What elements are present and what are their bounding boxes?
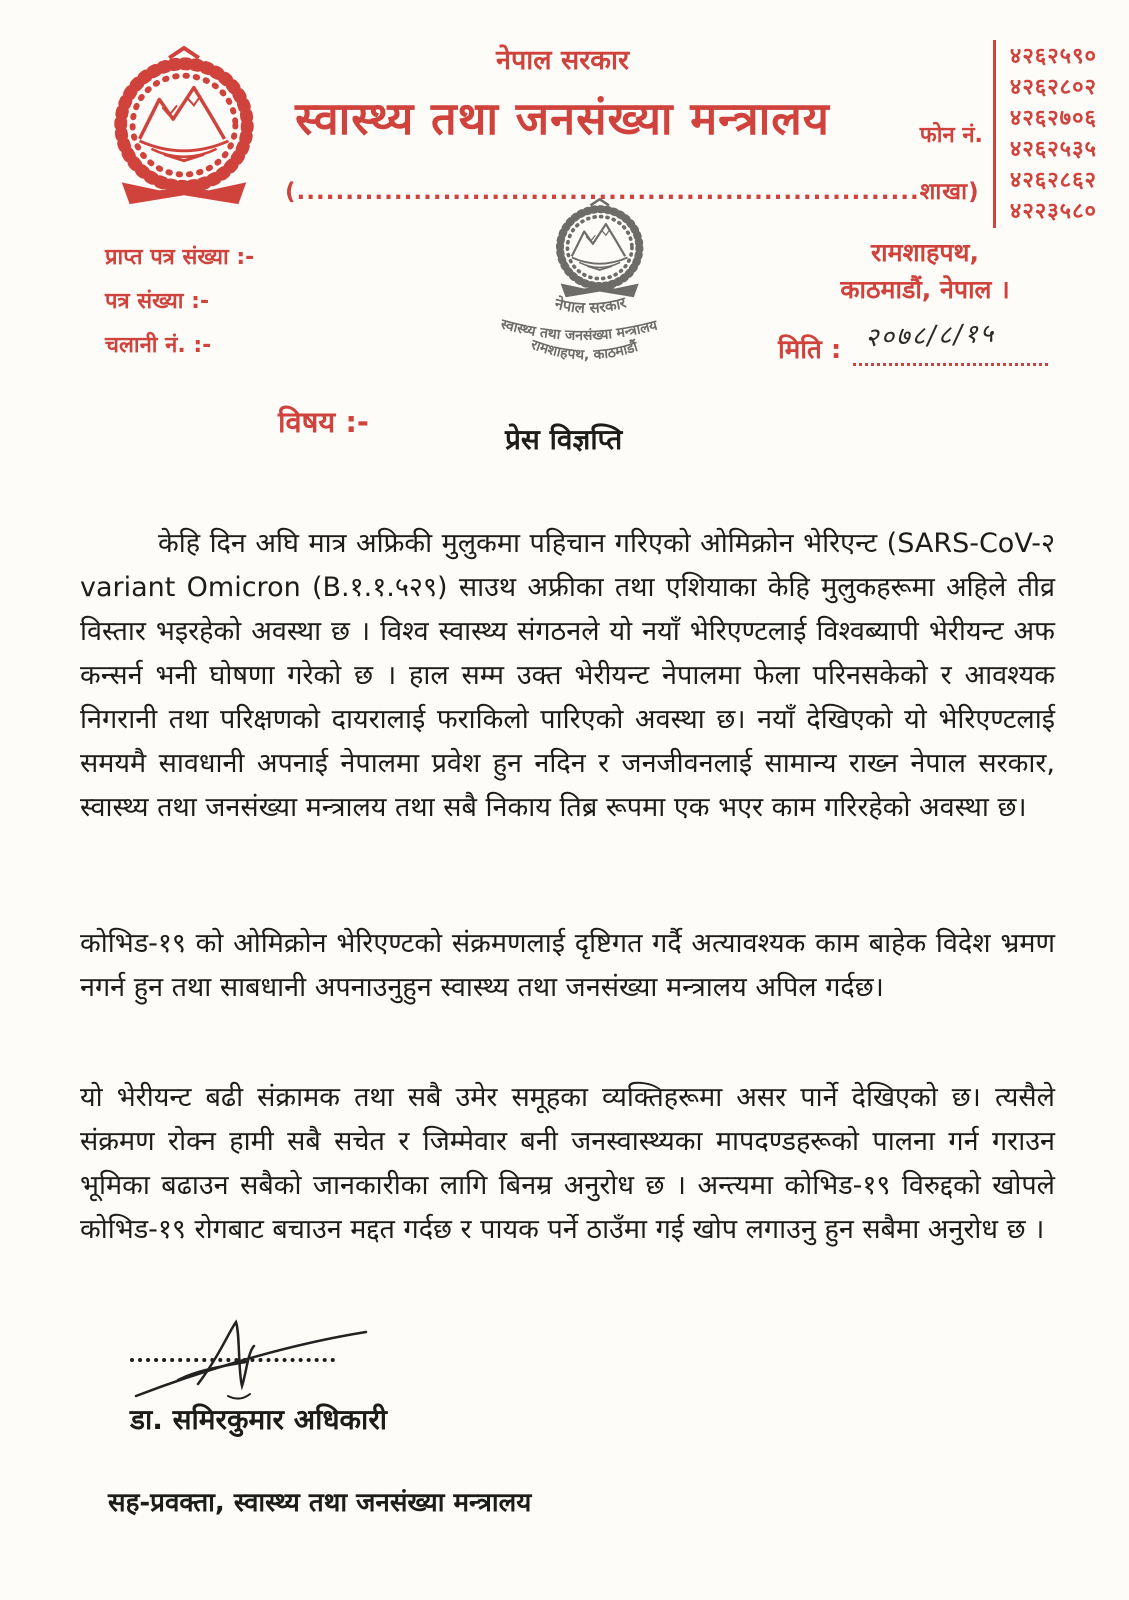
- branch-line: (................................................................शाखा): [285, 179, 980, 205]
- date-value-handwritten: २०७८/८/१५: [864, 318, 996, 354]
- ministry-title: स्वास्थ्य तथा जनसंख्या मन्त्रालय: [295, 92, 830, 145]
- body-paragraph-3: यो भेरीयन्ट बढी संक्रामक तथा सबै उमेर समूहका व्यक्तिहरूमा असर पार्ने देखिएको छ। त्यसैले संक्रमण रोक्न हामी सबै सचेत र जिम्मेवार बनी जनस्वास्थ्यका मापदण्डहरूको पालना गर्न गराउन भूमिका बढाउन सबैको जानकारीका लागि बिनम्र अनुरोध छ । अन्त्यमा कोभिड-१९ विरुद्दको खोपले कोभिड-१९ रोगबाट बचाउन मद्दत गर्दछ र पायक पर्ने ठाउँमा गई खोप लगाउनु हुन सबैमा अनुरोध छ ।: [80, 1082, 1055, 1245]
- received-letter-no-label: प्राप्त पत्र संख्या :-: [105, 245, 255, 270]
- phone-number: ४२२३५८०: [1009, 199, 1097, 224]
- phone-number: ४२६२५९०: [1009, 44, 1097, 69]
- body-paragraph-1: केहि दिन अघि मात्र अफ्रिकी मुलुकमा पहिचान गरिएको ओमिक्रोन भेरिएन्ट (SARS-CoV-२ variant Omicron (B.१.१.५२९) साउथ अफ्रीका तथा एशियाका केहि मुलुकहरूमा अहिले तीव्र विस्तार भइरहेको अवस्था छ । विश्व स्वास्थ्य संगठनले यो नयाँ भेरिएण्टलाई विश्वब्यापी भेरीयन्ट अफ कन्सर्न भनी घोषणा गरेको छ । हाल सम्म उक्त भेरीयन्ट नेपालमा फेला परिनसकेको र आवश्यक निगरानी तथा परिक्षणको दायरालाई फराकिलो पारिएको अवस्था छ। नयाँ देखिएको यो भेरिएण्टलाई समयमै सावधानी अपनाई नेपालमा प्रवेश हुन नदिन र जनजीवनलाई सामान्य राख्न नेपाल सरकार, स्वास्थ्य तथा जनसंख्या मन्त्रालय तथा सबै निकाय तिब्र रूपमा एक भएर काम गरिरहेको अवस्था छ।: [80, 528, 1055, 823]
- date-label: मिति :: [778, 335, 842, 365]
- date-row: [760, 318, 1090, 366]
- svg-text:नेपाल सरकार: [552, 293, 629, 317]
- stamp-line-3: रामशाहपथ, काठमाडौं: [528, 336, 640, 364]
- official-stamp: [462, 198, 732, 383]
- subject-label: विषय :-: [278, 405, 369, 439]
- phone-block: [920, 40, 1097, 228]
- phone-number-list: [996, 41, 1097, 227]
- address-date-block: [760, 234, 1090, 366]
- stamp-line-1: नेपाल सरकार: [553, 293, 629, 317]
- signature-scribble: [128, 1318, 393, 1408]
- signatory-name: डा. समिरकुमार अधिकारी: [130, 1403, 388, 1436]
- nepal-coat-of-arms-logo: [100, 45, 268, 225]
- stamp-line-2: स्वास्थ्य तथा जनसंख्या मन्त्रालय: [498, 316, 660, 344]
- government-title: नेपाल सरकार: [495, 45, 630, 76]
- letter-no-label: पत्र संख्या :-: [105, 289, 210, 314]
- phone-number: ४२६२५३५: [1009, 137, 1097, 162]
- phone-label: फोन नं.: [919, 123, 983, 148]
- body-paragraph-2: कोभिड-१९ को ओमिक्रोन भेरिएण्टको संक्रमणलाई दृष्टिगत गर्दै अत्यावश्यक काम बाहेक विदेश भ्रमण नगर्न हुन तथा साबधानी अपनाउनुहुन स्वास्थ्य तथा जनसंख्या मन्त्रालय अपिल गर्दछ।: [80, 928, 1055, 1003]
- registry-fields: [105, 236, 254, 368]
- svg-text:स्वास्थ्य तथा जनसंख्या मन्त्रा: [498, 316, 660, 344]
- address-line-1: रामशाहपथ,: [870, 238, 980, 267]
- dispatch-no-label: चलानी नं. :-: [105, 333, 212, 358]
- phone-number: ४२६२७०६: [1009, 106, 1097, 131]
- press-release-title: प्रेस विज्ञप्ति: [505, 423, 623, 456]
- address-line-2: काठमाडौं, नेपाल ।: [840, 275, 1010, 304]
- phone-number: ४२६२८०२: [1009, 75, 1097, 100]
- signatory-title: सह-प्रवक्ता, स्वास्थ्य तथा जनसंख्या मन्त्रालय: [108, 1488, 532, 1518]
- phone-number: ४२६२८६२: [1009, 168, 1097, 193]
